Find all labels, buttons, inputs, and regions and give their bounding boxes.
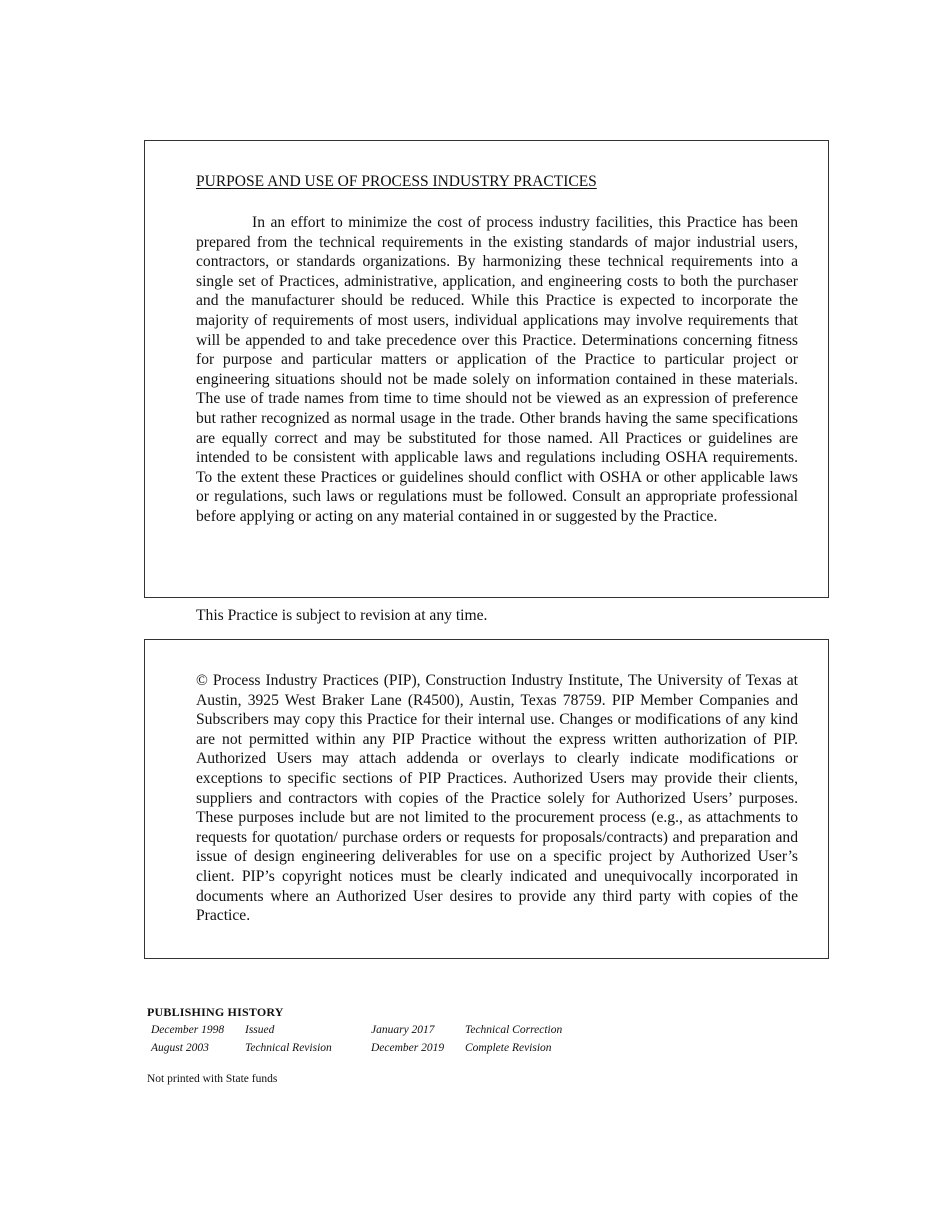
history-status: Technical Revision — [245, 1042, 332, 1054]
history-date: August 2003 — [151, 1042, 209, 1054]
history-status: Complete Revision — [465, 1042, 552, 1054]
revision-note: This Practice is subject to revision at any time. — [196, 607, 488, 624]
history-status: Technical Correction — [465, 1024, 563, 1036]
publishing-history-title: PUBLISHING HISTORY — [147, 1005, 284, 1019]
history-date: December 2019 — [371, 1042, 445, 1054]
copyright-box — [144, 639, 829, 959]
purpose-paragraph: In an effort to minimize the cost of process industry facilities, this Practice has been prepared from the technical requirements in the existing standards of major industrial users, contractors, or standards organizations. By harmonizing these technical requirements into a single set of Practices, administrative, application, and engineering costs to both the purchaser and the manufacturer should be reduced. While this Practice is expected to incorporate the majority of requirements of most users, individual applications may involve requirements that will be appended to and take precedence over this Practice. Determinations concerning fitness for purpose and particular matters or application of the Practice to particular project or engineering situations should not be made solely on information contained in these materials. The use of trade names from time to time should not be viewed as an expression of preference but rather recognized as normal usage in the trade. Other brands having the same specifications are equally correct and may be substituted for those named. All Practices or guidelines are intended to be consistent with applicable laws and regulations including OSHA requirements. To the extent these Practices or guidelines should conflict with OSHA or other applicable laws or regulations, such laws or regulations must be followed. Consult an appropriate professional before applying or acting on any material contained in or suggested by the Practice. — [196, 214, 798, 525]
purpose-box — [144, 140, 829, 598]
copyright-paragraph: © Process Industry Practices (PIP), Construction Industry Institute, The University of Texas at Austin, 3925 West Braker Lane (R4500), Austin, Texas 78759. PIP Member Companies and Subscribers may copy this Practice for their internal use. Changes or modifications of any kind are not permitted within any PIP Practice without the express written authorization of PIP. Authorized Users may attach addenda or overlays to clearly indicate modifications or exceptions to specific sections of PIP Practices. Authorized Users may provide their clients, suppliers and contractors with copies of the Practice solely for Authorized Users’ purposes. These purposes include but are not limited to the procurement process (e.g., as attachments to requests for quotation/ purchase orders or requests for proposals/contracts) and preparation and issue of design engineering deliverables for use on a specific project by Authorized User’s client. PIP’s copyright notices must be clearly indicated and unequivocally incorporated in documents where an Authorized User desires to provide any third party with copies of the Practice. — [196, 672, 798, 925]
purpose-heading: PURPOSE AND USE OF PROCESS INDUSTRY PRACTICES — [196, 173, 597, 190]
history-status: Issued — [245, 1024, 275, 1036]
history-date: December 1998 — [151, 1024, 225, 1036]
history-date: January 2017 — [371, 1024, 435, 1036]
footer-note: Not printed with State funds — [147, 1073, 278, 1085]
